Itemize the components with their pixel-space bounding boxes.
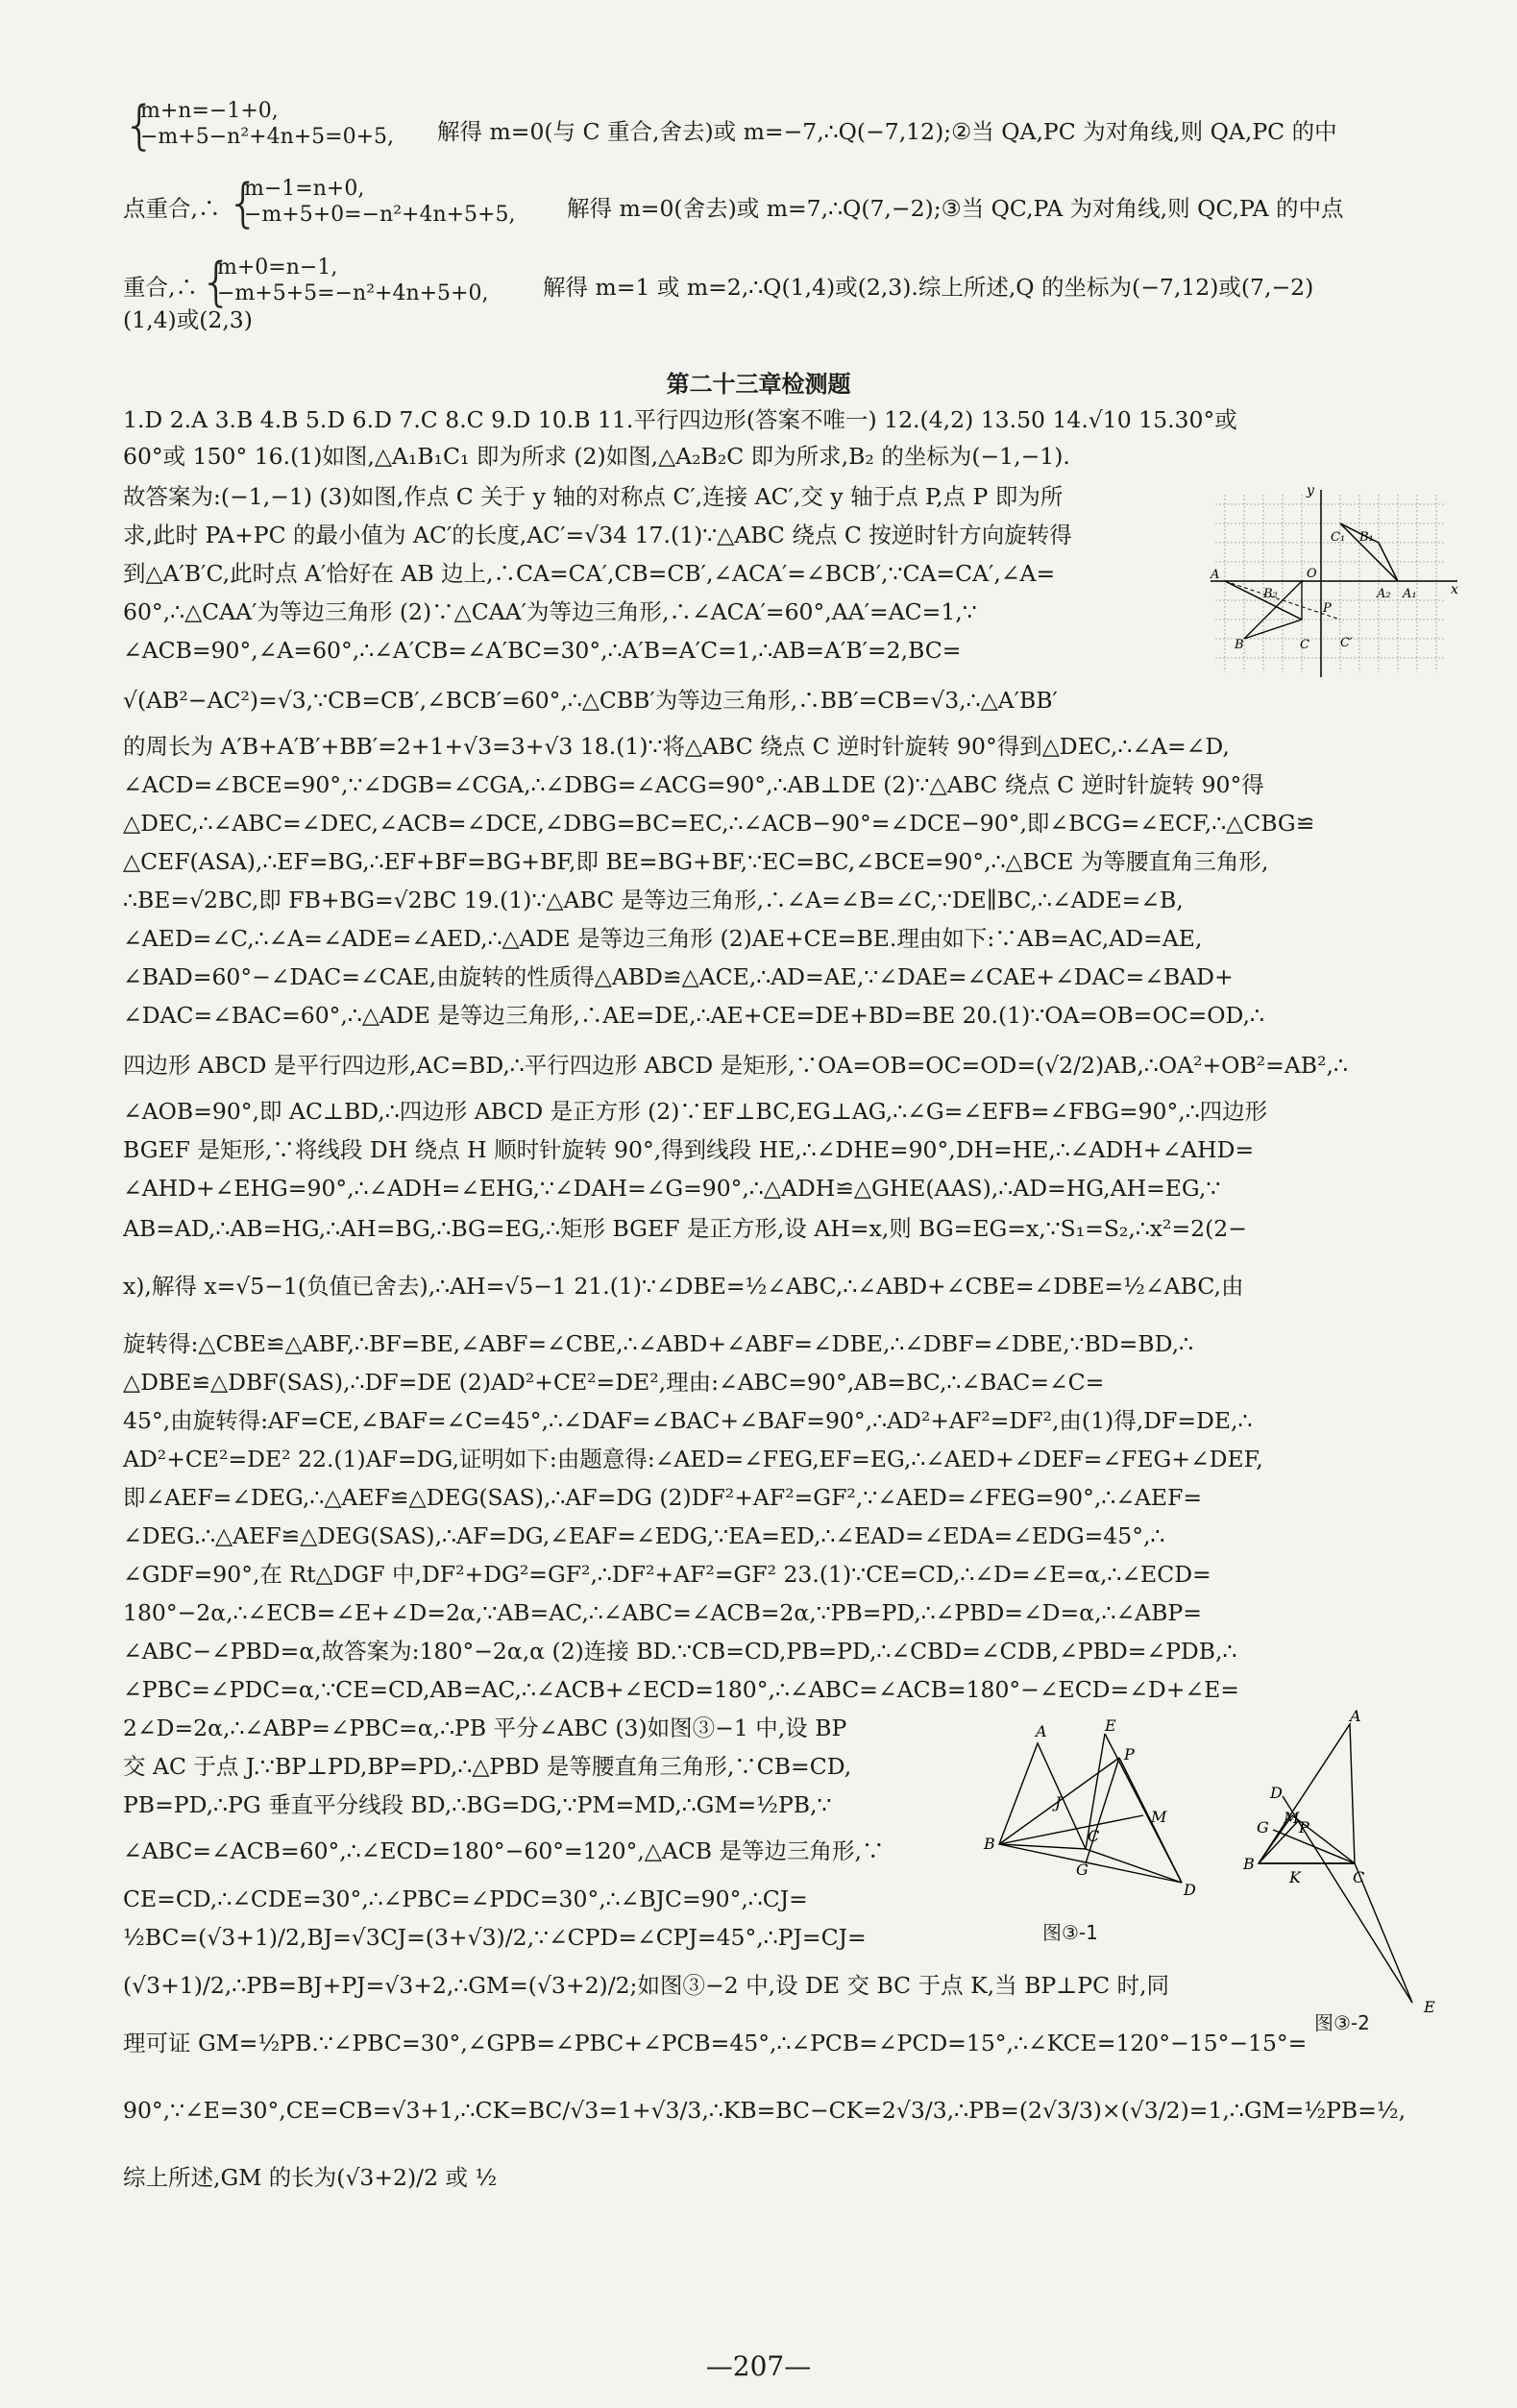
- point-label: A: [1350, 1707, 1361, 1725]
- point-label: B₂: [1263, 587, 1278, 601]
- text-line: BGEF 是矩形,∵将线段 DH 绕点 H 顺时针旋转 90°,得到线段 HE,∴∠DHE=90°,DH=HE,∴∠ADH+∠AHD=: [123, 1136, 1255, 1163]
- point-label: G: [1076, 1861, 1089, 1879]
- text-line: ∠BAD=60°−∠DAC=∠CAE,由旋转的性质得△ABD≌△ACE,∴AD=AE,∵∠DAE=∠CAE+∠DAC=∠BAD+: [123, 963, 1234, 990]
- text-line: 理可证 GM=½PB.∵∠PBC=30°,∠GPB=∠PBC+∠PCB=45°,∴∠PCB=∠PCD=15°,∴∠KCE=120°−15°−15°=: [123, 2030, 1308, 2056]
- point-label: E: [1424, 1998, 1435, 2016]
- point-label: D: [1184, 1881, 1196, 1899]
- point-label: E: [1105, 1716, 1116, 1735]
- text-line: 点重合,∴: [123, 195, 221, 222]
- text-line: ∠AOB=90°,即 AC⊥BD,∴四边形 ABCD 是正方形 (2)∵EF⊥BC,EG⊥AG,∴∠G=∠EFB=∠FBG=90°,∴四边形: [123, 1098, 1268, 1125]
- equation: −m+5−n²+4n+5=0+5,: [140, 125, 395, 149]
- point-label: A₁: [1403, 587, 1417, 601]
- brace: {: [123, 95, 157, 156]
- figure-caption: 图③-1: [1042, 1921, 1098, 1944]
- text-line: 解得 m=1 或 m=2,∴Q(1,4)或(2,3).综上所述,Q 的坐标为(−7,12)或(7,−2): [543, 274, 1314, 301]
- text-line: AD²+CE²=DE² 22.(1)AF=DG,证明如下:由题意得:∠AED=∠FEG,EF=EG,∴∠AED+∠DEF=∠FEG+∠DEF,: [123, 1446, 1263, 1472]
- point-label: C₁: [1331, 530, 1346, 545]
- text-line: ∠ACD=∠BCE=90°,∵∠DGB=∠CGA,∴∠DBG=∠ACG=90°,∴AB⊥DE (2)∵△ABC 绕点 C 逆时针旋转 90°得: [123, 771, 1264, 798]
- text-line: △CEF(ASA),∴EF=BG,∴EF+BF=BG+BF,即 BE=BG+BF,∵EC=BC,∠BCE=90°,∴△BCE 为等腰直角三角形,: [123, 848, 1269, 875]
- text-line: 解得 m=0(舍去)或 m=7,∴Q(7,−2);③当 QC,PA 为对角线,则 QC,PA 的中点: [567, 195, 1344, 222]
- point-label: P: [1323, 601, 1332, 616]
- point-label: B: [984, 1835, 995, 1853]
- page-number: —207—: [705, 2350, 812, 2382]
- equation: m+n=−1+0,: [140, 99, 279, 123]
- text-line: ∠DAC=∠BAC=60°,∴△ADE 是等边三角形,∴AE=DE,∴AE+CE=DE+BD=BE 20.(1)∵OA=OB=OC=OD,∴: [123, 1002, 1264, 1029]
- section-title: 第二十三章检测题: [666, 371, 851, 398]
- text-line: 求,此时 PA+PC 的最小值为 AC′的长度,AC′=√34 17.(1)∵△ABC 绕点 C 按逆时针方向旋转得: [123, 522, 1072, 548]
- text-line: 旋转得:△CBE≌△ABF,∴BF=BE,∠ABF=∠CBE,∴∠ABD+∠ABF=∠DBE,∴∠DBF=∠DBE,∵BD=BD,∴: [123, 1330, 1194, 1357]
- text-line: ∠DEG.∴△AEF≌△DEG(SAS),∴AF=DG,∠EAF=∠EDG,∵EA=ED,∴∠EAD=∠EDA=∠EDG=45°,∴: [123, 1522, 1165, 1549]
- text-line: 到△A′B′C,此时点 A′恰好在 AB 边上,∴CA=CA′,CB=CB′,∠ACA′=∠BCB′,∵CA=CA′,∠A=: [123, 560, 1056, 587]
- text-line: 45°,由旋转得:AF=CE,∠BAF=∠C=45°,∴∠DAF=∠BAC+∠BAF=90°,∴AD²+AF²=DF²,由(1)得,DF=DE,∴: [123, 1407, 1253, 1434]
- point-label: M: [1284, 1809, 1300, 1827]
- text-line: 60°,∴△CAA′为等边三角形 (2)∵△CAA′为等边三角形,∴∠ACA′=60°,AA′=AC=1,∵: [123, 598, 977, 625]
- text-line: ∠AED=∠C,∴∠A=∠ADE=∠AED,∴△ADE 是等边三角形 (2)AE+CE=BE.理由如下:∵AB=AC,AD=AE,: [123, 925, 1203, 952]
- equation: −m+5+0=−n²+4n+5+5,: [244, 203, 516, 227]
- equation: m−1=n+0,: [244, 177, 365, 201]
- equation: −m+5+5=−n²+4n+5+0,: [217, 281, 489, 305]
- figure-3-1: [980, 1716, 1230, 1907]
- point-label: D: [1270, 1784, 1283, 1802]
- point-label: A₂: [1377, 587, 1391, 601]
- text-line: ∠GDF=90°,在 Rt△DGF 中,DF²+DG²=GF²,∴DF²+AF²=GF² 23.(1)∵CE=CD,∴∠D=∠E=α,∴∠ECD=: [123, 1561, 1211, 1588]
- point-label: P: [1124, 1745, 1135, 1763]
- text-line: 交 AC 于点 J.∵BP⊥PD,BP=PD,∴△PBD 是等腰直角三角形,∵CB=CD,: [123, 1753, 852, 1780]
- point-label: P: [1299, 1818, 1309, 1836]
- text-line: 四边形 ABCD 是平行四边形,AC=BD,∴平行四边形 ABCD 是矩形,∵OA=OB=OC=OD=(√2/2)AB,∴OA²+OB²=AB²,∴: [123, 1052, 1348, 1079]
- figure-caption: 图③-2: [1314, 2011, 1370, 2034]
- axis-label-y: y: [1307, 483, 1314, 499]
- text-line: 180°−2α,∴∠ECB=∠E+∠D=2α,∵AB=AC,∴∠ABC=∠ACB=2α,∵PB=PD,∴∠PBD=∠D=α,∴∠ABP=: [123, 1599, 1202, 1626]
- point-label: C′: [1340, 636, 1353, 650]
- equation: m+0=n−1,: [217, 255, 338, 280]
- point-label: B: [1235, 638, 1244, 652]
- text-line: CE=CD,∴∠CDE=30°,∴∠PBC=∠PDC=30°,∴∠BJC=90°,∴CJ=: [123, 1885, 808, 1912]
- text-line: 的周长为 A′B+A′B′+BB′=2+1+√3=3+√3 18.(1)∵将△ABC 绕点 C 逆时针旋转 90°得到△DEC,∴∠A=∠D,: [123, 733, 1230, 760]
- point-label: G: [1257, 1818, 1269, 1836]
- text-line: PB=PD,∴PG 垂直平分线段 BD,∴BG=DG,∵PM=MD,∴GM=½PB,∵: [123, 1791, 832, 1818]
- text-line: 重合,∴: [123, 274, 198, 301]
- origin-label: O: [1307, 567, 1317, 581]
- text-line: 60°或 150° 16.(1)如图,△A₁B₁C₁ 即为所求 (2)如图,△A₂B₂C 即为所求,B₂ 的坐标为(−1,−1).: [123, 443, 1070, 470]
- text-line: △DBE≌△DBF(SAS),∴DF=DE (2)AD²+CE²=DE²,理由:∠ABC=90°,AB=BC,∴∠BAC=∠C=: [123, 1369, 1105, 1396]
- point-label: A: [1211, 568, 1220, 582]
- text-line: ∠ABC−∠PBD=α,故答案为:180°−2α,α (2)连接 BD.∵CB=CD,PB=PD,∴∠CBD=∠CDB,∠PBD=∠PDB,∴: [123, 1638, 1237, 1665]
- text-line: AB=AD,∴AB=HG,∴AH=BG,∴BG=EG,∴矩形 BGEF 是正方形,设 AH=x,则 BG=EG=x,∵S₁=S₂,∴x²=2(2−: [123, 1215, 1247, 1242]
- point-label: B: [1243, 1855, 1255, 1873]
- text-line: ∴BE=√2BC,即 FB+BG=√2BC 19.(1)∵△ABC 是等边三角形,∴∠A=∠B=∠C,∵DE∥BC,∴∠ADE=∠B,: [123, 887, 1184, 913]
- point-label: C: [1088, 1827, 1100, 1845]
- coordinate-grid-figure: [1206, 485, 1465, 682]
- point-label: K: [1289, 1868, 1301, 1886]
- text-line: 1.D 2.A 3.B 4.B 5.D 6.D 7.C 8.C 9.D 10.B 11.平行四边形(答案不唯一) 12.(4,2) 13.50 14.√10 15.30°或: [123, 406, 1237, 433]
- figure-3-2: [1239, 1707, 1460, 2017]
- text-line: √(AB²−AC²)=√3,∵CB=CB′,∠BCB′=60°,∴△CBB′为等边三角形,∴BB′=CB=√3,∴△A′BB′: [123, 687, 1058, 714]
- text-line: ∠AHD+∠EHG=90°,∴∠ADH=∠EHG,∵∠DAH=∠G=90°,∴△ADH≌△GHE(AAS),∴AD=HG,AH=EG,∵: [123, 1175, 1221, 1202]
- text-line: ∠ACB=90°,∠A=60°,∴∠A′CB=∠A′BC=30°,∴A′B=A′C=1,∴AB=A′B′=2,BC=: [123, 637, 962, 664]
- text-line: 故答案为:(−1,−1) (3)如图,作点 C 关于 y 轴的对称点 C′,连接 AC′,交 y 轴于点 P,点 P 即为所: [123, 483, 1064, 510]
- axis-label-x: x: [1451, 582, 1458, 597]
- text-line: (1,4)或(2,3): [123, 306, 253, 333]
- text-line: △DEC,∴∠ABC=∠DEC,∠ACB=∠DCE,∠DBG=BC=EC,∴∠ACB−90°=∠DCE−90°,即∠BCG=∠ECF,∴△CBG≌: [123, 810, 1315, 837]
- point-label: C: [1353, 1868, 1365, 1886]
- text-line: ∠ABC=∠ACB=60°,∴∠ECD=180°−60°=120°,△ACB 是等边三角形,∵: [123, 1837, 885, 1864]
- text-line: (√3+1)/2,∴PB=BJ+PJ=√3+2,∴GM=(√3+2)/2;如图③−2 中,设 DE 交 BC 于点 K,当 BP⊥PC 时,同: [123, 1972, 1169, 1999]
- text-line: 综上所述,GM 的长为(√3+2)/2 或 ½: [123, 2164, 498, 2191]
- point-label: M: [1151, 1808, 1167, 1826]
- text-line: ∠PBC=∠PDC=α,∵CE=CD,AB=AC,∴∠ACB+∠ECD=180°,∴∠ABC=∠ACB=180°−∠ECD=∠D+∠E=: [123, 1676, 1239, 1703]
- text-line: 2∠D=2α,∴∠ABP=∠PBC=α,∴PB 平分∠ABC (3)如图③−1 中,设 BP: [123, 1715, 847, 1741]
- text-line: ½BC=(√3+1)/2,BJ=√3CJ=(3+√3)/2,∵∠CPD=∠CPJ=45°,∴PJ=CJ=: [123, 1924, 867, 1951]
- point-label: A: [1036, 1722, 1047, 1740]
- point-label: J: [1055, 1793, 1062, 1812]
- text-line: 即∠AEF=∠DEG,∴△AEF≌△DEG(SAS),∴AF=DG (2)DF²+AF²=GF²,∵∠AED=∠FEG=90°,∴∠AEF=: [123, 1484, 1203, 1511]
- text-line: 解得 m=0(与 C 重合,舍去)或 m=−7,∴Q(−7,12);②当 QA,PC 为对角线,则 QA,PC 的中: [437, 118, 1337, 145]
- grid-lines: [1215, 495, 1446, 672]
- point-label: B₁: [1359, 530, 1374, 545]
- brace: {: [227, 173, 260, 233]
- text-line: 90°,∵∠E=30°,CE=CB=√3+1,∴CK=BC/√3=1+√3/3,∴KB=BC−CK=2√3/3,∴PB=(2√3/3)×(√3/2)=1,∴GM=½PB=½,: [123, 2097, 1407, 2124]
- brace: {: [200, 252, 233, 312]
- point-label: C: [1300, 638, 1309, 652]
- text-line: x),解得 x=√5−1(负值已舍去),∴AH=√5−1 21.(1)∵∠DBE=½∠ABC,∴∠ABD+∠CBE=∠DBE=½∠ABC,由: [123, 1273, 1244, 1300]
